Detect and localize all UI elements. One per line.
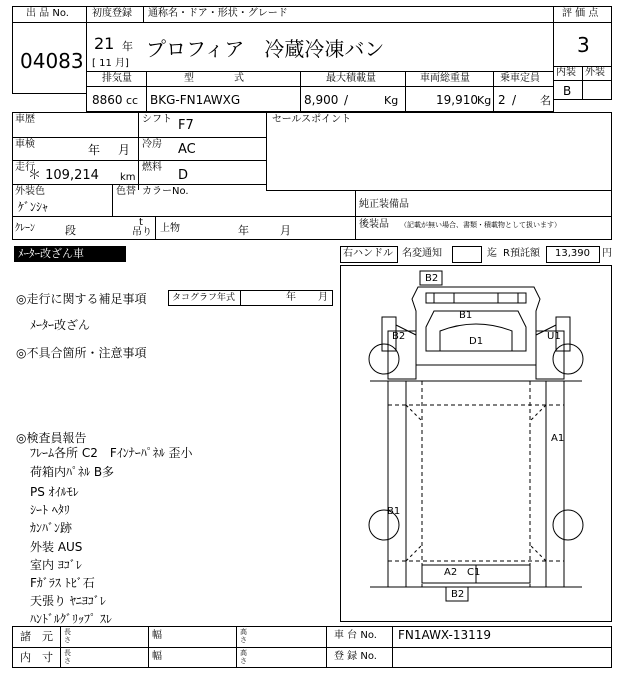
length-label: 長さ: [64, 649, 71, 665]
max-load-separator: /: [344, 93, 349, 107]
mileage-value: ＊ 109,214: [28, 168, 99, 183]
inspector-item: ｶﾝﾊﾞﾝ跡: [30, 521, 73, 535]
damage-mark: B1: [387, 506, 401, 517]
model-value: BKG-FN1AWXG: [150, 93, 241, 107]
capacity-value: 2: [498, 93, 506, 107]
loader-label: 上物: [160, 223, 180, 234]
fuel-label: 燃料: [142, 162, 162, 173]
name-change-box: [452, 246, 482, 263]
inspector-item: 荷箱内ﾊﾟﾈﾙ B多: [30, 465, 115, 479]
registration-number-label: 登 録 No.: [334, 651, 377, 662]
width-label: 幅: [152, 630, 162, 641]
damage-mark: D1: [469, 336, 484, 347]
sales-point-label: セールスポイント: [272, 114, 352, 125]
fuel-value: D: [178, 168, 189, 183]
exterior-grade-label: 外装: [585, 67, 605, 78]
registration-year: 21: [94, 34, 115, 53]
inspector-item: 外装 AUS: [30, 540, 83, 554]
recycle-deposit-value: 13,390: [555, 248, 590, 259]
crane-steps-unit: 段: [65, 224, 76, 237]
defects-header: ◎不具合箇所・注意事項: [16, 346, 147, 360]
ac-label: 冷房: [142, 139, 162, 150]
damage-mark: B2: [451, 589, 465, 600]
recycle-deposit-label: R預託額: [503, 248, 540, 259]
interior-dimensions-label: 内 寸: [20, 651, 53, 664]
first-registration-label: 初度登録: [92, 8, 132, 19]
width-label: 幅: [152, 651, 162, 662]
max-load-unit: Kg: [384, 94, 399, 107]
crane-label: ｸﾚｰﾝ: [15, 223, 35, 234]
aftermarket-note: （記載が無い場合、書類・積載物として扱います）: [400, 221, 561, 229]
ac-value: AC: [178, 142, 196, 157]
loader-month-unit: 月: [280, 224, 291, 237]
right-handle-label: 右ハンドル: [343, 248, 393, 259]
displacement-label: 排気量: [102, 73, 132, 84]
crane-lift-t-label: t: [139, 217, 143, 228]
travel-notes-text: ﾒｰﾀｰ改ざん: [30, 318, 91, 332]
chassis-number: FN1AWX-13119: [398, 628, 492, 642]
inspection-month-unit: 月: [118, 143, 131, 157]
loader-year-unit: 年: [238, 224, 249, 237]
capacity-label: 乗車定員: [500, 73, 540, 84]
color-change-label: 色替: [116, 186, 136, 197]
damage-mark: C1: [467, 567, 481, 578]
genuine-equipment-label: 純正装備品: [359, 199, 409, 210]
tachograph-month-unit: 月: [318, 292, 328, 303]
mileage-unit: km: [120, 172, 136, 183]
registration-month: [ 11 月]: [92, 58, 129, 69]
car-name-label: 通称名・ドア・形状・グレード: [148, 8, 288, 19]
inspector-item: 天張り ﾔﾆﾖｺﾞﾚ: [30, 594, 106, 608]
history-label: 車歴: [15, 114, 35, 125]
inspector-report-header: ◎検査員報告: [16, 431, 87, 445]
damage-mark: B2: [425, 273, 439, 284]
damage-mark: B2: [392, 331, 406, 342]
gross-weight-label: 車両総重量: [420, 73, 470, 84]
damage-mark: A2: [444, 567, 458, 578]
inspector-item: Fｶﾞﾗｽ ﾄﾋﾞ石: [30, 576, 95, 590]
lot-number-label: 出 品 No.: [26, 8, 69, 19]
overall-grade: 3: [577, 33, 590, 57]
interior-grade-label: 内装: [556, 67, 576, 78]
crane-lift-label: 吊り: [132, 227, 152, 238]
damage-mark: U1: [547, 331, 561, 342]
displacement-value: 8860: [92, 93, 123, 107]
model-label: 型 式: [184, 73, 244, 84]
max-load-label: 最大積載量: [326, 73, 376, 84]
tachograph-year-unit: 年: [286, 292, 296, 303]
inspector-item: ﾊﾝﾄﾞﾙｸﾞﾘｯﾌﾟ ｽﾚ: [30, 612, 112, 626]
capacity-separator: /: [512, 93, 517, 107]
mileage-label: 走行: [15, 162, 35, 173]
color-number-label: カラーNo.: [142, 186, 189, 197]
length-label: 長さ: [64, 628, 71, 644]
max-load-value: 8,900: [304, 93, 339, 107]
inspector-item: PS ｵｲﾙﾓﾚ: [30, 485, 79, 499]
meter-tampered-tag: ﾒｰﾀｰ改ざん車: [14, 246, 126, 262]
height-label: 高さ: [240, 649, 247, 665]
registration-year-unit: 年: [122, 40, 133, 53]
inspection-label: 車検: [15, 139, 35, 150]
inspector-item: 室内 ﾖｺﾞﾚ: [30, 558, 82, 572]
interior-grade: B: [563, 84, 572, 98]
inspector-item: ﾌﾚｰﾑ各所 C2 Fｲﾝﾅｰﾊﾟﾈﾙ 歪小: [30, 446, 193, 460]
capacity-unit: 名: [540, 94, 551, 107]
name-change-label: 名変通知: [402, 248, 442, 259]
travel-notes-header: ◎走行に関する補足事項: [16, 292, 147, 306]
inspector-item: ｼｰﾄ ﾍﾀﾘ: [30, 503, 70, 517]
dimensions-label: 諸 元: [20, 630, 53, 643]
shift-value: F7: [178, 118, 194, 133]
car-name: プロフィア 冷蔵冷凍バン: [146, 37, 385, 61]
tachograph-label: タコグラフ年式: [172, 293, 236, 303]
grade-label: 評 価 点: [562, 8, 599, 19]
damage-mark: B1: [459, 310, 473, 321]
aftermarket-label: 後装品: [359, 219, 389, 230]
height-label: 高さ: [240, 628, 247, 644]
recycle-deposit-unit: 円: [602, 248, 612, 259]
shift-label: シフト: [142, 114, 172, 125]
body-color-value: ｹﾞﾝｼｬ: [18, 200, 49, 214]
body-color-label: 外装色: [15, 186, 45, 197]
name-change-separator: 迄: [487, 248, 497, 259]
lot-number: 04083: [20, 49, 84, 73]
inspection-year-unit: 年: [88, 143, 101, 157]
displacement-unit: cc: [126, 94, 139, 107]
gross-weight-unit: Kg: [477, 94, 492, 107]
gross-weight-value: 19,910: [436, 93, 478, 107]
damage-mark: A1: [551, 433, 565, 444]
chassis-number-label: 車 台 No.: [334, 630, 377, 641]
